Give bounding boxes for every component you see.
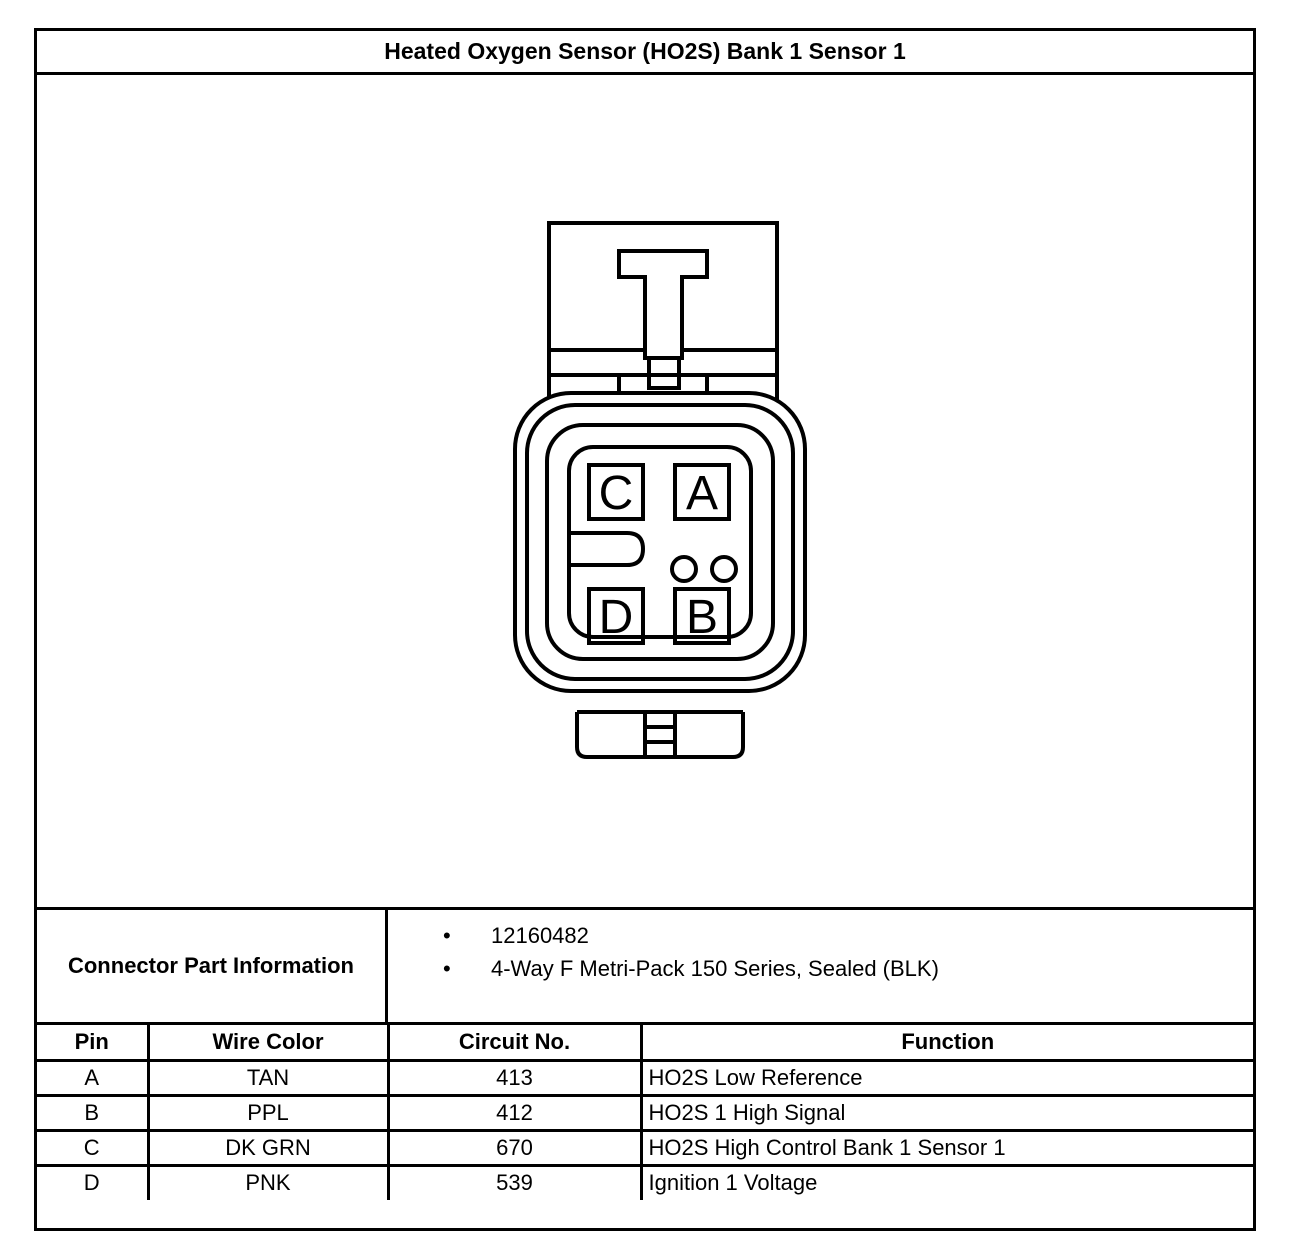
pin-label-d: D bbox=[598, 591, 634, 644]
cell-pin: C bbox=[37, 1130, 148, 1165]
pin-label-c: C bbox=[598, 467, 634, 520]
connector-sheet bbox=[34, 28, 1256, 1231]
pin-label-b: B bbox=[685, 591, 719, 644]
cell-wire-color: PNK bbox=[148, 1165, 388, 1200]
cell-pin: D bbox=[37, 1165, 148, 1200]
cell-wire-color: PPL bbox=[148, 1095, 388, 1130]
part-number: 12160482 bbox=[491, 923, 589, 948]
cell-function: HO2S 1 High Signal bbox=[641, 1095, 1253, 1130]
cell-function: Ignition 1 Voltage bbox=[641, 1165, 1253, 1200]
pin-label-a: A bbox=[685, 467, 719, 520]
cell-function: HO2S High Control Bank 1 Sensor 1 bbox=[641, 1130, 1253, 1165]
part-info-item bbox=[443, 956, 939, 982]
cell-circuit: 539 bbox=[388, 1165, 641, 1200]
header-wire-color: Wire Color bbox=[148, 1025, 388, 1060]
cell-circuit: 412 bbox=[388, 1095, 641, 1130]
part-info-item bbox=[443, 923, 589, 949]
connector-part-info bbox=[37, 907, 1253, 1025]
pinout-table bbox=[37, 1025, 1253, 1200]
part-info-label: Connector Part Information bbox=[37, 910, 388, 1022]
bullet-icon: • bbox=[443, 923, 451, 948]
table-header-row bbox=[37, 1025, 1253, 1060]
page-title: Heated Oxygen Sensor (HO2S) Bank 1 Sensor 1 bbox=[37, 31, 1253, 75]
table-row bbox=[37, 1060, 1253, 1095]
connector-drawing bbox=[37, 75, 1253, 909]
table-row bbox=[37, 1165, 1253, 1200]
bottom-tab bbox=[577, 712, 743, 757]
part-info-list bbox=[388, 910, 1253, 1022]
part-description: 4-Way F Metri-Pack 150 Series, Sealed (BLK) bbox=[491, 956, 939, 981]
header-function: Function bbox=[641, 1025, 1253, 1060]
cell-circuit: 413 bbox=[388, 1060, 641, 1095]
cell-function: HO2S Low Reference bbox=[641, 1060, 1253, 1095]
cell-wire-color: DK GRN bbox=[148, 1130, 388, 1165]
bullet-icon: • bbox=[443, 956, 451, 981]
header-circuit-no: Circuit No. bbox=[388, 1025, 641, 1060]
table-row bbox=[37, 1095, 1253, 1130]
cell-pin: A bbox=[37, 1060, 148, 1095]
table-row bbox=[37, 1130, 1253, 1165]
connector-diagram bbox=[37, 75, 1253, 909]
cell-wire-color: TAN bbox=[148, 1060, 388, 1095]
header-pin: Pin bbox=[37, 1025, 148, 1060]
cell-pin: B bbox=[37, 1095, 148, 1130]
cell-circuit: 670 bbox=[388, 1130, 641, 1165]
latch-tab-icon bbox=[619, 251, 707, 358]
connector-body bbox=[515, 393, 805, 691]
